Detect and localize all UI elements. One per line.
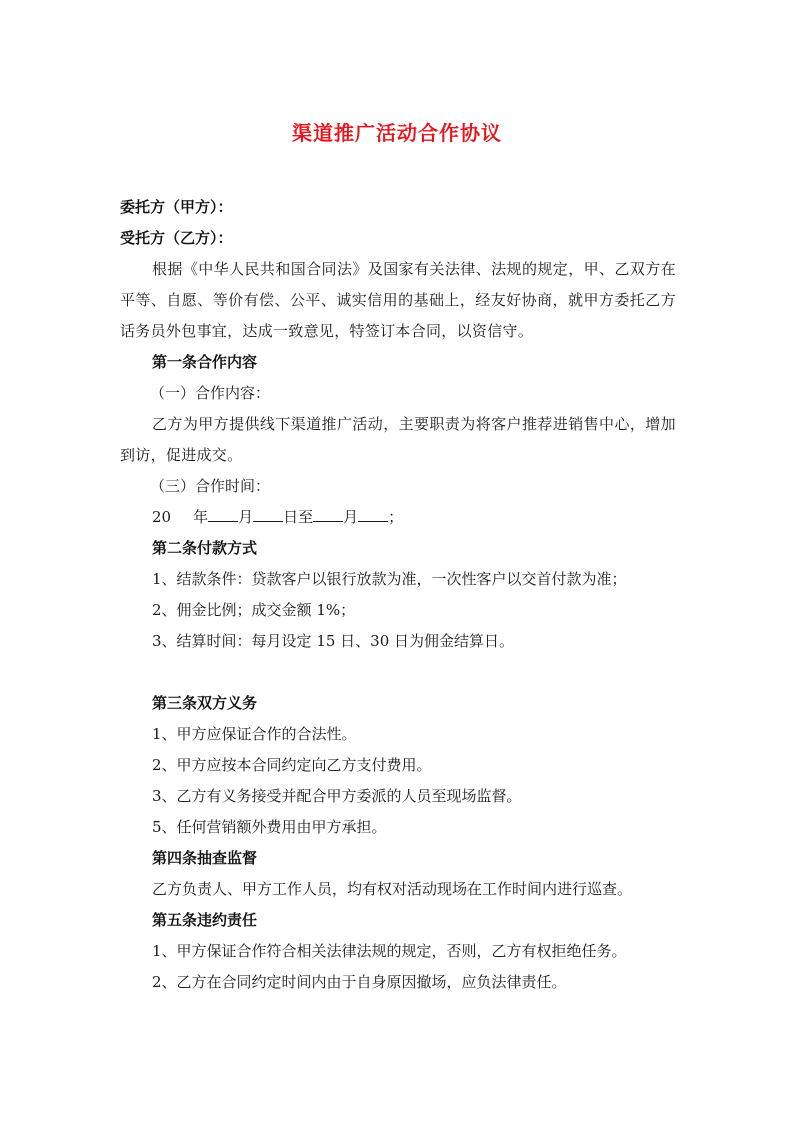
article-1-sub1-label: （一）合作内容： (150, 384, 271, 402)
article-3-item-3: 3、乙方有义务接受并配合甲方委派的人员至现场监督。 (152, 787, 522, 805)
party-client-label: 委托方（甲方）： (120, 198, 233, 216)
date-year-label: 年 (193, 508, 209, 526)
preamble-paragraph: 根据《中华人民共和国合同法》及国家有关法律、法规的规定，甲、乙双方在平等、自愿、等价有偿、公平、诚实信用的基础上，经友好协商，就甲方委托乙方话务员外包事宜，达成一致意见，特签订本合同，以资信守。 (120, 260, 676, 340)
article-2-item-2: 2、佣金比例；成交金额 1%； (152, 601, 356, 619)
cooperation-date-line (120, 502, 676, 533)
document-title: 渠道推广活动合作协议 (292, 121, 502, 145)
article-3-item-5: 5、任何营销额外费用由甲方承担。 (152, 818, 387, 836)
article-5-item-2: 2、乙方在合同约定时间内由于自身原因撤场，应负法律责任。 (152, 973, 567, 991)
article-5-item-1: 1、甲方保证合作符合相关法律法规的规定，否则，乙方有权拒绝任务。 (152, 942, 627, 960)
article-1-heading: 第一条合作内容 (152, 353, 258, 371)
article-1-sub3-label: （三）合作时间： (150, 477, 271, 495)
date-year-prefix: 20 (152, 508, 172, 526)
article-3-heading: 第三条双方义务 (152, 694, 258, 712)
date-end-blank[interactable] (358, 507, 388, 522)
date-day-blank[interactable] (253, 507, 283, 522)
date-month2-label: 月 (343, 508, 359, 526)
article-3-item-1: 1、甲方应保证合作的合法性。 (152, 725, 357, 743)
article-4-text: 乙方负责人、甲方工作人员，均有权对活动现场在工作时间内进行巡查。 (152, 880, 633, 898)
article-4-heading: 第四条抽查监督 (152, 849, 258, 867)
article-1-sub1-text: 乙方为甲方提供线下渠道推广活动，主要职责为将客户推荐进销售中心，增加到访，促进成交。 (120, 415, 676, 464)
article-5-heading: 第五条违约责任 (152, 911, 258, 929)
blank-line (120, 657, 676, 688)
party-contractor-label: 受托方（乙方）： (120, 229, 233, 247)
date-end-punct: ； (388, 508, 404, 526)
date-month2-blank[interactable] (313, 507, 343, 522)
date-month1-label: 月 (238, 508, 254, 526)
article-2-item-3: 3、结算时间：每月设定 15 日、30 日为佣金结算日。 (152, 632, 515, 650)
date-month1-blank[interactable] (208, 507, 238, 522)
article-2-heading: 第二条付款方式 (152, 539, 258, 557)
date-dayto-label: 日至 (283, 508, 314, 526)
document-body (120, 192, 676, 998)
article-3-item-2: 2、甲方应按本合同约定向乙方支付费用。 (152, 756, 432, 774)
article-2-item-1: 1、结款条件：贷款客户以银行放款为准，一次性客户以交首付款为准； (152, 570, 627, 588)
